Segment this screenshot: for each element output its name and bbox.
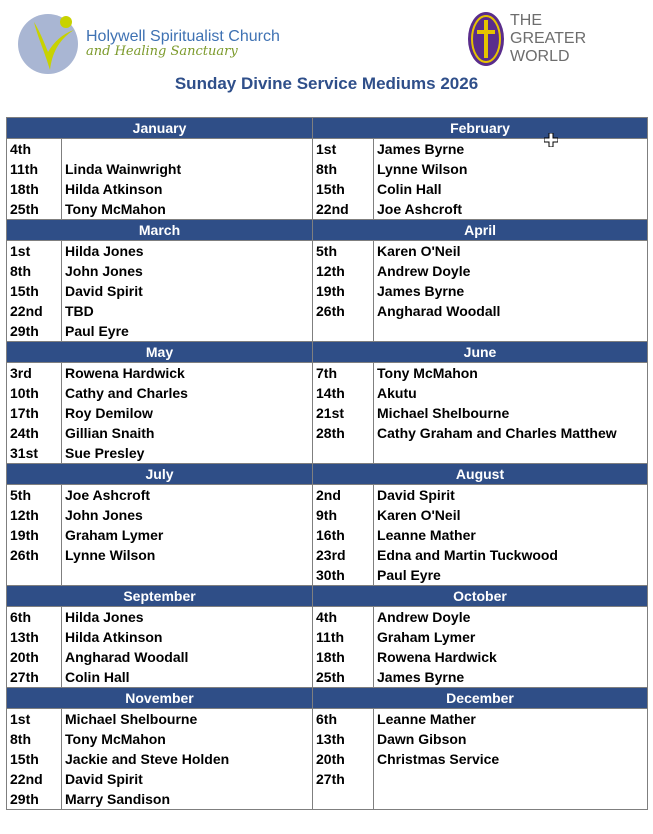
schedule-row	[7, 485, 648, 506]
medium-cell: Jackie and Steve Holden	[62, 749, 313, 769]
medium-cell	[374, 769, 648, 789]
medium-cell	[374, 789, 648, 810]
month-header: December	[313, 688, 648, 709]
medium-cell: Joe Ashcroft	[374, 199, 648, 220]
date-cell: 27th	[7, 667, 62, 688]
schedule-row	[7, 667, 648, 688]
date-cell: 9th	[313, 505, 374, 525]
date-cell: 14th	[313, 383, 374, 403]
medium-cell: Hilda Atkinson	[62, 179, 313, 199]
date-cell: 12th	[7, 505, 62, 525]
date-cell: 5th	[7, 485, 62, 506]
date-cell: 17th	[7, 403, 62, 423]
date-cell: 27th	[313, 769, 374, 789]
medium-cell: Colin Hall	[374, 179, 648, 199]
month-header: October	[313, 586, 648, 607]
medium-cell: Leanne Mather	[374, 709, 648, 730]
schedule-row	[7, 627, 648, 647]
date-cell: 22nd	[7, 301, 62, 321]
date-cell: 15th	[7, 749, 62, 769]
date-cell: 24th	[7, 423, 62, 443]
schedule-row	[7, 301, 648, 321]
medium-cell: David Spirit	[62, 769, 313, 789]
medium-cell	[62, 139, 313, 160]
month-header-row	[7, 586, 648, 607]
schedule-row	[7, 525, 648, 545]
schedule-row	[7, 383, 648, 403]
medium-cell: Joe Ashcroft	[62, 485, 313, 506]
medium-cell: Edna and Martin Tuckwood	[374, 545, 648, 565]
church-name: Holywell Spiritualist Church	[86, 28, 280, 45]
schedule-row	[7, 159, 648, 179]
medium-cell: TBD	[62, 301, 313, 321]
gw-cross-vertical	[484, 20, 488, 58]
date-cell: 8th	[7, 261, 62, 281]
medium-cell: Lynne Wilson	[374, 159, 648, 179]
schedule-row	[7, 281, 648, 301]
month-header-row	[7, 688, 648, 709]
medium-cell	[62, 565, 313, 586]
medium-cell: James Byrne	[374, 139, 648, 160]
date-cell: 22nd	[313, 199, 374, 220]
medium-cell: John Jones	[62, 261, 313, 281]
schedule-row	[7, 241, 648, 262]
date-cell: 29th	[7, 321, 62, 342]
schedule-row	[7, 321, 648, 342]
date-cell: 1st	[313, 139, 374, 160]
date-cell: 22nd	[7, 769, 62, 789]
medium-cell: Angharad Woodall	[62, 647, 313, 667]
date-cell	[313, 443, 374, 464]
greater-world-logo	[466, 10, 506, 70]
medium-cell: Angharad Woodall	[374, 301, 648, 321]
medium-cell	[374, 321, 648, 342]
date-cell: 29th	[7, 789, 62, 810]
date-cell: 7th	[313, 363, 374, 384]
schedule-row	[7, 545, 648, 565]
medium-cell	[374, 443, 648, 464]
month-header: April	[313, 220, 648, 241]
date-cell: 12th	[313, 261, 374, 281]
date-cell: 26th	[7, 545, 62, 565]
cursor-icon	[544, 133, 558, 147]
month-header-row	[7, 464, 648, 485]
medium-cell: Michael Shelbourne	[62, 709, 313, 730]
medium-cell: Andrew Doyle	[374, 607, 648, 628]
schedule-row	[7, 607, 648, 628]
date-cell: 31st	[7, 443, 62, 464]
medium-cell: Tony McMahon	[374, 363, 648, 384]
schedule-row	[7, 403, 648, 423]
date-cell: 18th	[7, 179, 62, 199]
date-cell: 8th	[313, 159, 374, 179]
date-cell	[313, 789, 374, 810]
month-header: March	[7, 220, 313, 241]
schedule-row	[7, 709, 648, 730]
date-cell: 13th	[7, 627, 62, 647]
schedule-row	[7, 565, 648, 586]
schedule-row	[7, 261, 648, 281]
month-header: June	[313, 342, 648, 363]
medium-cell: Paul Eyre	[374, 565, 648, 586]
month-header: January	[7, 118, 313, 139]
schedule-row	[7, 363, 648, 384]
schedule-table	[6, 117, 648, 810]
date-cell: 23rd	[313, 545, 374, 565]
medium-cell: Lynne Wilson	[62, 545, 313, 565]
schedule-body	[7, 118, 648, 810]
schedule-row	[7, 179, 648, 199]
date-cell: 1st	[7, 709, 62, 730]
church-subtitle: and Healing Sanctuary	[86, 44, 238, 59]
medium-cell: Akutu	[374, 383, 648, 403]
medium-cell: David Spirit	[374, 485, 648, 506]
logo-head	[60, 16, 72, 28]
date-cell: 26th	[313, 301, 374, 321]
month-header-row	[7, 220, 648, 241]
medium-cell: Paul Eyre	[62, 321, 313, 342]
schedule-row	[7, 769, 648, 789]
date-cell: 4th	[313, 607, 374, 628]
gw-cross-horizontal	[477, 30, 495, 34]
medium-cell: Karen O'Neil	[374, 505, 648, 525]
date-cell: 11th	[7, 159, 62, 179]
medium-cell: Hilda Atkinson	[62, 627, 313, 647]
medium-cell: Cathy and Charles	[62, 383, 313, 403]
date-cell: 6th	[313, 709, 374, 730]
medium-cell: Andrew Doyle	[374, 261, 648, 281]
date-cell: 15th	[313, 179, 374, 199]
medium-cell: Graham Lymer	[374, 627, 648, 647]
date-cell: 18th	[313, 647, 374, 667]
date-cell: 19th	[7, 525, 62, 545]
date-cell: 16th	[313, 525, 374, 545]
month-header-row	[7, 342, 648, 363]
date-cell: 25th	[313, 667, 374, 688]
medium-cell: John Jones	[62, 505, 313, 525]
schedule-row	[7, 647, 648, 667]
medium-cell: Rowena Hardwick	[374, 647, 648, 667]
date-cell: 4th	[7, 139, 62, 160]
schedule-row	[7, 443, 648, 464]
gw-line-3: WORLD	[510, 48, 570, 65]
date-cell: 28th	[313, 423, 374, 443]
medium-cell: Michael Shelbourne	[374, 403, 648, 423]
date-cell: 20th	[7, 647, 62, 667]
medium-cell: Tony McMahon	[62, 729, 313, 749]
schedule-row	[7, 505, 648, 525]
page-title: Sunday Divine Service Mediums 2026	[174, 74, 479, 93]
medium-cell: James Byrne	[374, 281, 648, 301]
medium-cell: Marry Sandison	[62, 789, 313, 810]
medium-cell: Roy Demilow	[62, 403, 313, 423]
date-cell: 8th	[7, 729, 62, 749]
date-cell: 3rd	[7, 363, 62, 384]
medium-cell: Graham Lymer	[62, 525, 313, 545]
date-cell: 1st	[7, 241, 62, 262]
medium-cell: Sue Presley	[62, 443, 313, 464]
medium-cell: Leanne Mather	[374, 525, 648, 545]
schedule-row	[7, 749, 648, 769]
month-header: February	[313, 118, 648, 139]
date-cell: 15th	[7, 281, 62, 301]
schedule-row	[7, 199, 648, 220]
gw-line-1: THE	[510, 12, 542, 29]
date-cell: 19th	[313, 281, 374, 301]
date-cell: 6th	[7, 607, 62, 628]
date-cell	[313, 321, 374, 342]
date-cell: 2nd	[313, 485, 374, 506]
date-cell: 25th	[7, 199, 62, 220]
date-cell: 30th	[313, 565, 374, 586]
gw-line-2: GREATER	[510, 30, 587, 47]
medium-cell: Christmas Service	[374, 749, 648, 769]
month-header: November	[7, 688, 313, 709]
medium-cell: David Spirit	[62, 281, 313, 301]
date-cell: 13th	[313, 729, 374, 749]
date-cell: 20th	[313, 749, 374, 769]
greater-world-text	[510, 12, 586, 66]
medium-cell: Linda Wainwright	[62, 159, 313, 179]
date-cell: 10th	[7, 383, 62, 403]
medium-cell: Hilda Jones	[62, 241, 313, 262]
medium-cell: Hilda Jones	[62, 607, 313, 628]
medium-cell: Gillian Snaith	[62, 423, 313, 443]
date-cell: 5th	[313, 241, 374, 262]
schedule-row	[7, 729, 648, 749]
medium-cell: Colin Hall	[62, 667, 313, 688]
month-header: May	[7, 342, 313, 363]
month-header: August	[313, 464, 648, 485]
medium-cell: Dawn Gibson	[374, 729, 648, 749]
medium-cell: Rowena Hardwick	[62, 363, 313, 384]
date-cell: 11th	[313, 627, 374, 647]
medium-cell: Tony McMahon	[62, 199, 313, 220]
schedule-row	[7, 423, 648, 443]
date-cell	[7, 565, 62, 586]
date-cell: 21st	[313, 403, 374, 423]
medium-cell: Karen O'Neil	[374, 241, 648, 262]
medium-cell: Cathy Graham and Charles Matthew	[374, 423, 648, 443]
schedule-row	[7, 789, 648, 810]
month-header: July	[7, 464, 313, 485]
month-header: September	[7, 586, 313, 607]
medium-cell: James Byrne	[374, 667, 648, 688]
